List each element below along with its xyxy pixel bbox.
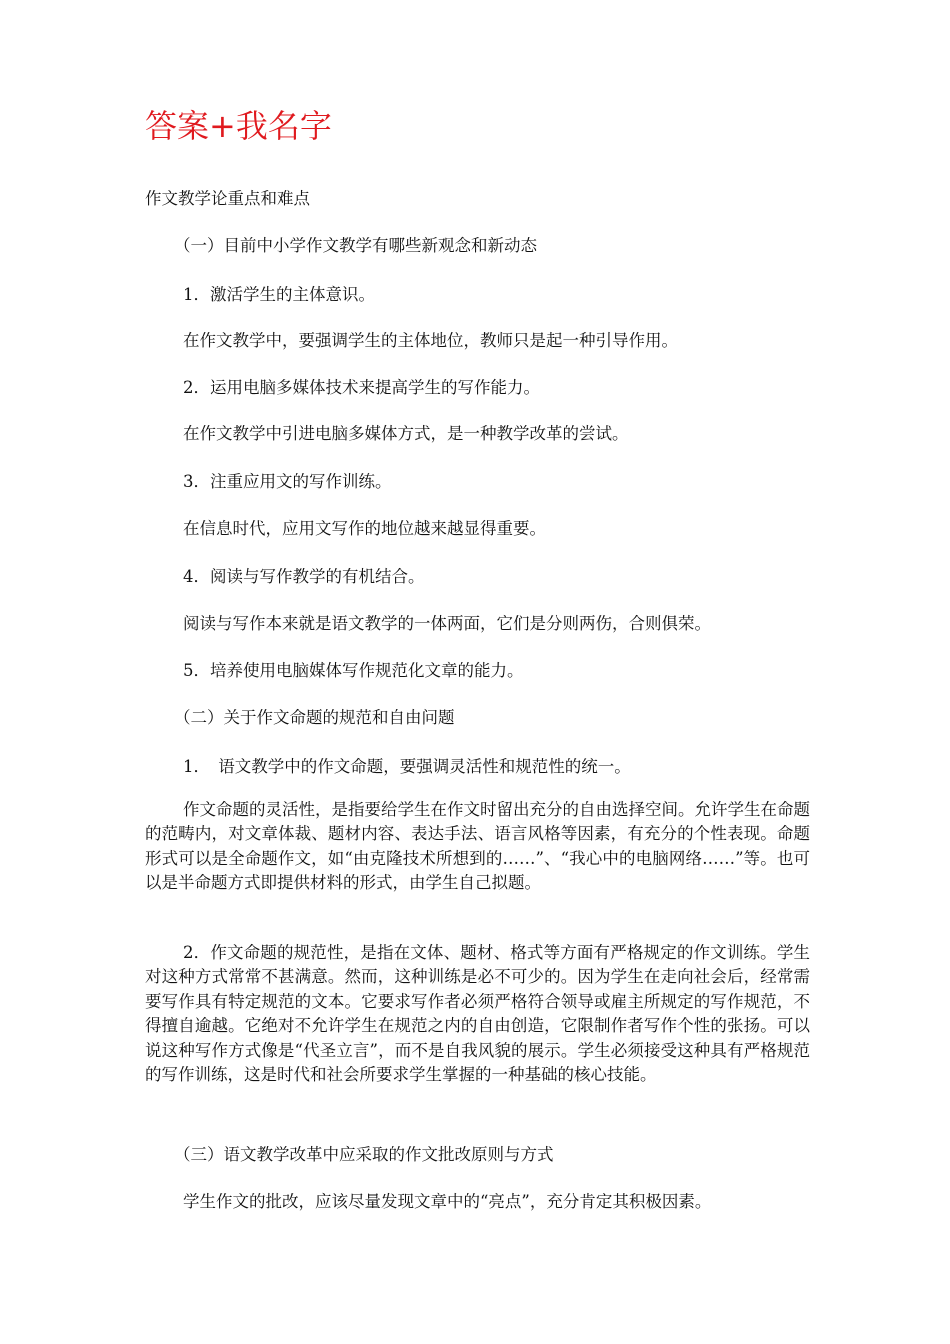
section-3-heading: （三）语文教学改革中应采取的作文批改原则与方式 — [174, 1145, 554, 1164]
section-1-item-2-text: 在作文教学中引进电脑多媒体方式，是一种教学改革的尝试。 — [183, 424, 629, 443]
document-subtitle: 作文教学论重点和难点 — [145, 189, 310, 208]
section-2-paragraph-2: 2．作文命题的规范性，是指在文体、题材、格式等方面有严格规定的作文训练。学生对这种方式常常不甚满意。然而，这种训练是必不可少的。因为学生在走向社会后，经常需要写作具有特定规范的文本。它要求写作者必须严格符合领导或雇主所规定的写作规范，不得擅自逾越。它绝对不允许学生在规范之内的自由创造，它限制作者写作个性的张扬。可以说这种写作方式像是“代圣立言”，而不是自我风貌的展示。学生必须接受这种具有严格规范的写作训练，这是时代和社会所要求学生掌握的一种基础的核心技能。 — [145, 943, 810, 1085]
section-1-item-3: 3．注重应用文的写作训练。 — [183, 472, 392, 491]
section-3-paragraph-1: 学生作文的批改，应该尽量发现文章中的“亮点”，充分肯定其积极因素。 — [183, 1192, 712, 1211]
section-1-item-4: 4．阅读与写作教学的有机结合。 — [183, 567, 425, 586]
section-2-heading: （二）关于作文命题的规范和自由问题 — [174, 708, 455, 727]
section-1-item-3-text: 在信息时代，应用文写作的地位越来越显得重要。 — [183, 519, 546, 538]
document-title: 答案+我名字 — [145, 107, 332, 145]
section-1-item-1-text: 在作文教学中，要强调学生的主体地位，教师只是起一种引导作用。 — [183, 331, 678, 350]
section-1-item-1: 1．激活学生的主体意识。 — [183, 285, 375, 304]
section-1-item-4-text: 阅读与写作本来就是语文教学的一体两面，它们是分则两伤，合则俱荣。 — [183, 614, 711, 633]
section-1-heading: （一）目前中小学作文教学有哪些新观念和新动态 — [174, 236, 537, 255]
section-1-item-2: 2．运用电脑多媒体技术来提高学生的写作能力。 — [183, 378, 540, 397]
section-2-point-1: 1． 语文教学中的作文命题，要强调灵活性和规范性的统一。 — [183, 757, 631, 776]
section-2-paragraph-1: 作文命题的灵活性，是指要给学生在作文时留出充分的自由选择空间。允许学生在命题的范畴内，对文章体裁、题材内容、表达手法、语言风格等因素，有充分的个性表现。命题形式可以是全命题作文，如“由克隆技术所想到的……”、“我心中的电脑网络……”等。也可以是半命题方式即提供材料的形式，由学生自己拟题。 — [145, 800, 810, 893]
section-1-item-5: 5．培养使用电脑媒体写作规范化文章的能力。 — [183, 661, 524, 680]
